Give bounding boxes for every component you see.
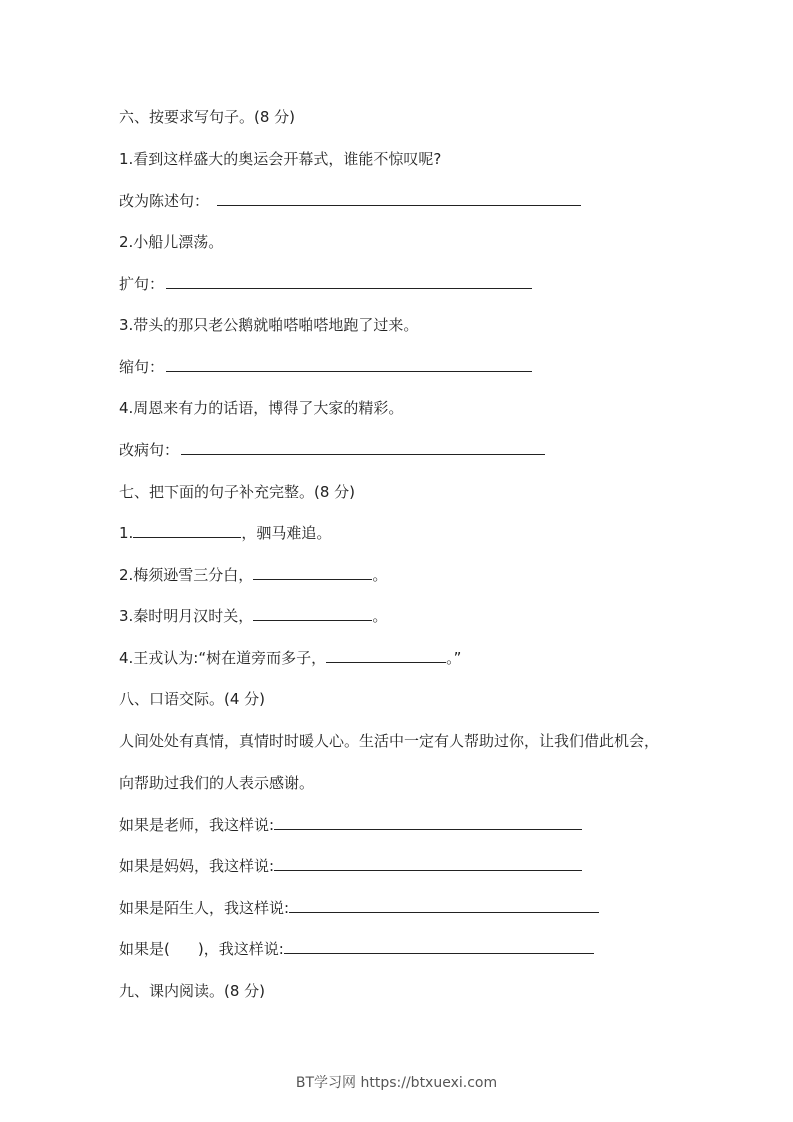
section-6-answer-2 — [119, 274, 532, 294]
item-prefix: 1. — [119, 524, 134, 542]
section-8-mother — [119, 856, 582, 876]
speech-prompt-prefix: 如果是( — [119, 940, 170, 958]
section-7-item-2 — [119, 565, 387, 585]
answer-prompt: 缩句： — [119, 358, 165, 376]
section-6-answer-4 — [119, 440, 545, 460]
section-6-heading: 六、按要求写句子。(8 分) — [119, 108, 296, 126]
section-8-stranger — [119, 898, 599, 918]
item-prefix: 2.梅须逊雪三分白， — [119, 566, 254, 584]
fill-blank[interactable] — [253, 606, 372, 621]
section-8-heading: 八、口语交际。(4 分) — [119, 690, 266, 708]
item-suffix: 。 — [372, 607, 388, 625]
section-8-teacher — [119, 815, 582, 835]
speech-prompt: 如果是老师，我这样说: — [119, 816, 275, 834]
item-suffix: 。 — [372, 566, 388, 584]
speech-prompt-suffix: )，我这样说: — [197, 940, 284, 958]
fill-blank[interactable] — [326, 648, 446, 663]
speech-blank[interactable] — [284, 939, 594, 954]
section-8-intro-line-1: 人间处处有真情，真情时时暖人心。生活中一定有人帮助过你，让我们借此机会， — [119, 732, 660, 750]
answer-prompt: 改病句： — [119, 441, 180, 459]
section-6-question-1: 1.看到这样盛大的奥运会开幕式，谁能不惊叹呢? — [119, 150, 442, 168]
section-6-answer-1 — [119, 191, 581, 211]
section-8-custom — [119, 939, 594, 959]
section-9-heading: 九、课内阅读。(8 分) — [119, 982, 266, 1000]
speech-prompt: 如果是陌生人，我这样说: — [119, 899, 290, 917]
item-suffix: ，驷马难追。 — [241, 524, 332, 542]
section-6-answer-3 — [119, 357, 532, 377]
answer-blank[interactable] — [181, 440, 545, 455]
item-prefix: 3.秦时明月汉时关， — [119, 607, 254, 625]
section-7-item-4 — [119, 648, 461, 668]
item-prefix: 4.王戎认为:“树在道旁而多子， — [119, 649, 327, 667]
speech-prompt: 如果是妈妈，我这样说: — [119, 857, 275, 875]
section-6-question-3: 3.带头的那只老公鹅就啪嗒啪嗒地跑了过来。 — [119, 316, 419, 334]
speech-blank[interactable] — [274, 815, 582, 830]
fill-blank[interactable] — [253, 565, 372, 580]
speech-blank[interactable] — [274, 856, 582, 871]
answer-blank[interactable] — [166, 274, 532, 289]
section-6-question-2: 2.小船儿漂荡。 — [119, 233, 224, 251]
item-suffix: 。” — [446, 649, 462, 667]
speech-blank[interactable] — [289, 898, 599, 913]
footer-watermark: BT学习网 https://btxuexi.com — [295, 1075, 498, 1091]
answer-blank[interactable] — [166, 357, 532, 372]
fill-blank[interactable] — [133, 523, 241, 538]
section-7-item-1 — [119, 523, 331, 543]
section-8-intro-line-2: 向帮助过我们的人表示感谢。 — [119, 774, 315, 792]
answer-prompt: 扩句： — [119, 275, 165, 293]
section-7-heading: 七、把下面的句子补充完整。(8 分) — [119, 483, 356, 501]
section-7-item-3 — [119, 606, 387, 626]
answer-blank[interactable] — [217, 191, 581, 206]
answer-prompt: 改为陈述句： — [119, 192, 210, 210]
section-6-question-4: 4.周恩来有力的话语，博得了大家的精彩。 — [119, 399, 404, 417]
